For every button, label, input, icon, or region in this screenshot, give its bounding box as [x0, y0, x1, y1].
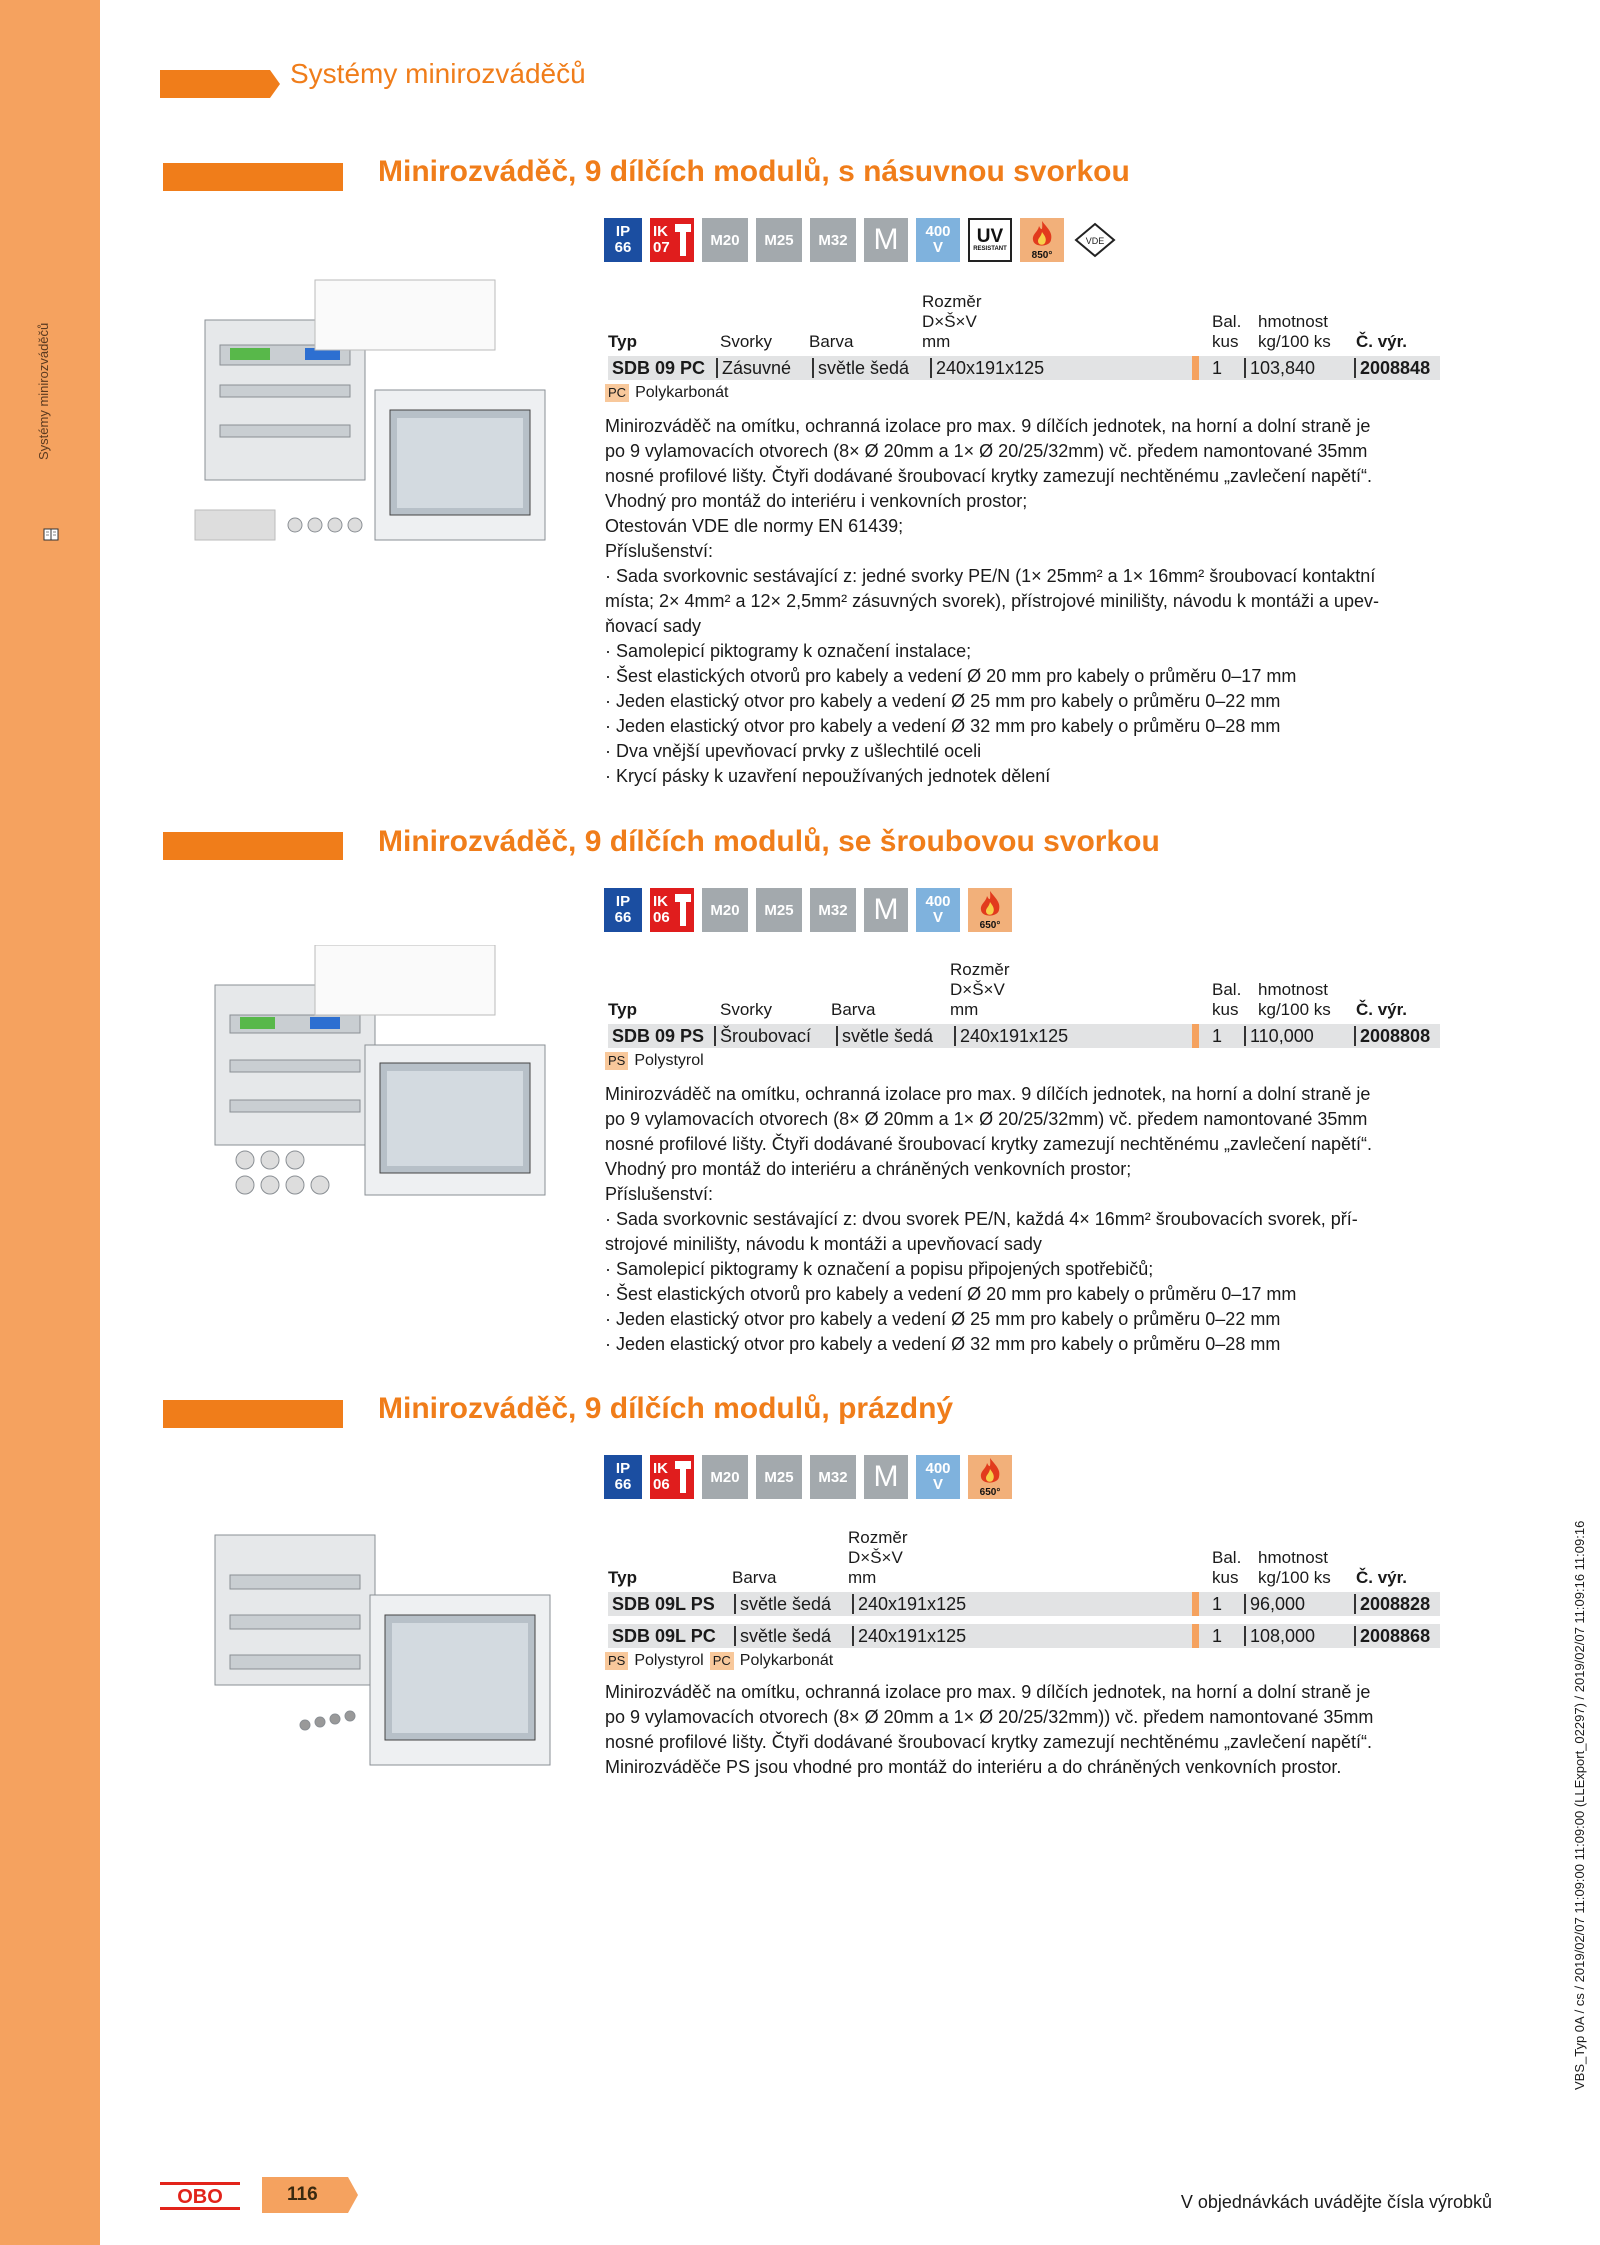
- m32-badge: M32: [810, 1455, 856, 1499]
- cell-hmotnost: 110,000: [1244, 1026, 1314, 1046]
- badge-row: [604, 1455, 1012, 1499]
- col-svorky: Svorky: [720, 1000, 772, 1019]
- sidebar-label: Systémy minirozváděčů: [36, 322, 51, 460]
- material-tag: PC: [605, 384, 629, 402]
- m20-badge: M20: [702, 888, 748, 932]
- product-image-sdb09l: [185, 1515, 575, 1805]
- cell-bal: 1: [1212, 358, 1223, 378]
- m20-badge: M20: [702, 218, 748, 262]
- ik07-badge: IK 07: [650, 218, 694, 262]
- col-typ: Typ: [608, 332, 637, 351]
- flame-icon: [977, 890, 1003, 920]
- badge-row: [604, 888, 1012, 932]
- m32-badge: M32: [810, 218, 856, 262]
- cell-rozmer: 240x191x125: [852, 1626, 966, 1646]
- col-hmotnost: hmotnost: [1258, 312, 1328, 331]
- cell-barva: světle šedá: [734, 1594, 831, 1614]
- cell-hmotnost: 103,840: [1244, 358, 1315, 378]
- cell-hmotnost: 96,000: [1244, 1594, 1305, 1614]
- col-cislo: Č. výr.: [1356, 332, 1408, 351]
- product-table: [608, 948, 1440, 1048]
- fire-650-badge: 650°: [968, 1455, 1012, 1499]
- left-margin-strip: [0, 0, 100, 2245]
- flame-icon: [977, 1457, 1003, 1487]
- col-barva: Barva: [831, 1000, 876, 1019]
- cell-bal: 1: [1212, 1626, 1223, 1646]
- table-row: [608, 1592, 1440, 1616]
- material-name: Polystyrol: [634, 1652, 704, 1669]
- material-name: Polystyrol: [634, 1052, 704, 1069]
- ik06-badge: IK 06: [650, 888, 694, 932]
- row-separator: [1192, 1024, 1199, 1048]
- cell-cislo: 2008848: [1354, 358, 1430, 378]
- table-row: [608, 356, 1440, 380]
- cell-cislo: 2008868: [1354, 1626, 1430, 1646]
- cell-svorky: Šroubovací: [714, 1026, 811, 1046]
- obo-logo: [160, 2182, 240, 2210]
- header-tab-shape: [160, 70, 280, 98]
- col-barva: Barva: [732, 1568, 777, 1587]
- col-rozmer-dims: D×Š×V: [922, 312, 977, 331]
- voltage-400v-badge: 400 V: [916, 218, 960, 262]
- m-metric-badge: M: [864, 218, 908, 262]
- material-tag: PS: [605, 1652, 628, 1670]
- hammer-icon: [675, 1459, 691, 1495]
- col-hmotnost-unit: kg/100 ks: [1258, 1568, 1331, 1587]
- section-bar: [163, 163, 343, 191]
- table-header: [608, 1516, 1440, 1588]
- cell-cislo: 2008808: [1354, 1026, 1430, 1046]
- cell-typ: SDB 09L PS: [612, 1594, 715, 1614]
- page-header-title: Systémy minirozváděčů: [290, 58, 586, 89]
- section-title: Minirozváděč, 9 dílčích modulů, se šroubovou svorkou: [378, 825, 1160, 858]
- cell-typ: SDB 09 PS: [612, 1026, 705, 1046]
- m-metric-badge: M: [864, 888, 908, 932]
- col-bal: Bal.: [1212, 980, 1242, 999]
- product-description: Minirozváděč na omítku, ochranná izolace pro max. 9 dílčích jednotek, na horní a dolní straně je po 9 vylamovacích otvorech (8× Ø 20mm a 1× Ø 20/25/32mm)) vč. předem namontované 35mm nosné profilové lišty. Čtyři dodávané šroubovací krytky zamezují nechtěnému „zavlečení napětí“. Minirozváděče PS jsou vhodné pro montáž do interiéru a do chráněných venkovních prostor.: [605, 1682, 1374, 1777]
- voltage-400v-badge: 400 V: [916, 888, 960, 932]
- row-separator: [1192, 1624, 1199, 1648]
- col-bal: Bal.: [1212, 1548, 1242, 1567]
- ik06-badge: IK 06: [650, 1455, 694, 1499]
- cell-hmotnost: 108,000: [1244, 1626, 1315, 1646]
- col-svorky: Svorky: [720, 332, 772, 351]
- col-hmotnost: hmotnost: [1258, 980, 1328, 999]
- hammer-icon: [675, 892, 691, 928]
- footer-note: V objednávkách uvádějte čísla výrobků: [1180, 2192, 1492, 2212]
- cell-cislo: 2008828: [1354, 1594, 1430, 1614]
- m25-badge: M25: [756, 1455, 802, 1499]
- col-rozmer-unit: mm: [848, 1568, 877, 1587]
- col-hmotnost: hmotnost: [1258, 1548, 1328, 1567]
- table-header: [608, 280, 1440, 352]
- col-rozmer-unit: mm: [922, 332, 951, 351]
- hammer-icon: [675, 222, 691, 258]
- product-table: [608, 280, 1440, 380]
- col-rozmer: Rozměr: [922, 292, 982, 311]
- cell-typ: SDB 09 PC: [612, 358, 706, 378]
- product-table: [608, 1516, 1440, 1648]
- col-rozmer: Rozměr: [848, 1528, 908, 1547]
- uv-resistant-badge: UV RESISTANT: [968, 218, 1012, 262]
- fire-850-badge: 850°: [1020, 218, 1064, 262]
- svg-text:OBO: OBO: [177, 2186, 223, 2208]
- table-header: [608, 948, 1440, 1020]
- section-bar: [163, 832, 343, 860]
- m-metric-badge: M: [864, 1455, 908, 1499]
- vde-mark-icon: [1072, 218, 1118, 262]
- ip66-badge: IP 66: [604, 888, 642, 932]
- section-bar: [163, 1400, 343, 1428]
- cell-barva: světle šedá: [734, 1626, 831, 1646]
- table-row: [608, 1024, 1440, 1048]
- cell-rozmer: 240x191x125: [954, 1026, 1068, 1046]
- flame-icon: [1029, 220, 1055, 250]
- material-tag: PC: [710, 1652, 734, 1670]
- cell-barva: světle šedá: [836, 1026, 933, 1046]
- col-rozmer: Rozměr: [950, 960, 1010, 979]
- row-separator: [1192, 1592, 1199, 1616]
- fire-650-badge: 650°: [968, 888, 1012, 932]
- book-icon: [43, 527, 59, 541]
- col-bal-unit: kus: [1212, 1000, 1239, 1019]
- product-description: Minirozváděč na omítku, ochranná izolace pro max. 9 dílčích jednotek, na horní a dolní straně je po 9 vylamovacích otvorech (8× Ø 20mm a 1× Ø 20/25/32mm) vč. předem namontované 35mm nosné profilové lišty. Čtyři dodávané šroubovací krytky zamezují nechtěnému „zavlečení napětí“. Vhodný pro montáž do interiéru a chráněných venkovních prostor; Příslušenství: · Sada svorkovnic sestávající z: dvou svorek PE/N, každá 4× 16mm² šroubovacích svorek, pří- strojové minilišty, návodu k montáži a upevňovací sady · Samolepicí piktogramy k označení a popisu připojených spotřebičů; · Šest elastických otvorů pro kabely a vedení Ø 20 mm pro kabely o průměru 0–17 mm · Jeden elastický otvor pro kabely a vedení Ø 25 mm pro kabely o průměru 0–22 mm · Jeden elastický otvor pro kabely a vedení Ø 32 mm pro kabely o průměru 0–28 mm: [605, 1084, 1373, 1354]
- col-barva: Barva: [809, 332, 854, 351]
- m25-badge: M25: [756, 888, 802, 932]
- voltage-400v-badge: 400 V: [916, 1455, 960, 1499]
- ip66-badge: IP 66: [604, 1455, 642, 1499]
- col-bal-unit: kus: [1212, 1568, 1239, 1587]
- svg-text:VDE: VDE: [1085, 236, 1105, 246]
- section-title: Minirozváděč, 9 dílčích modulů, s násuvnou svorkou: [378, 155, 1130, 188]
- col-rozmer-dims: D×Š×V: [950, 980, 1005, 999]
- material-legend: [605, 1052, 704, 1070]
- row-separator: [1192, 356, 1199, 380]
- product-image-sdb09pc: [185, 270, 575, 560]
- ip66-badge: IP 66: [604, 218, 642, 262]
- col-rozmer-unit: mm: [950, 1000, 979, 1019]
- print-metadata: VBS_Typ 0A / cs / 2019/02/07 11:09:00 11:09:00 (LLExport_02297) / 2019/02/07 11:09:16 11:09:16: [1572, 1520, 1587, 2090]
- col-bal: Bal.: [1212, 312, 1242, 331]
- cell-typ: SDB 09L PC: [612, 1626, 716, 1646]
- cell-bal: 1: [1212, 1026, 1223, 1046]
- col-hmotnost-unit: kg/100 ks: [1258, 332, 1331, 351]
- badge-row: [604, 218, 1118, 262]
- material-tag: PS: [605, 1052, 628, 1070]
- m20-badge: M20: [702, 1455, 748, 1499]
- col-typ: Typ: [608, 1000, 637, 1019]
- cell-barva: světle šedá: [812, 358, 909, 378]
- cell-svorky: Zásuvné: [716, 358, 791, 378]
- col-typ: Typ: [608, 1568, 637, 1587]
- col-cislo: Č. výr.: [1356, 1000, 1408, 1019]
- product-image-sdb09ps: [185, 945, 575, 1235]
- cell-bal: 1: [1212, 1594, 1223, 1614]
- page-number: 116: [287, 2184, 318, 2205]
- table-row: [608, 1624, 1440, 1648]
- col-bal-unit: kus: [1212, 332, 1239, 351]
- cell-rozmer: 240x191x125: [852, 1594, 966, 1614]
- col-rozmer-dims: D×Š×V: [848, 1548, 903, 1567]
- product-description: Minirozváděč na omítku, ochranná izolace pro max. 9 dílčích jednotek, na horní a dolní straně je po 9 vylamovacích otvorech (8× Ø 20mm a 1× Ø 20/25/32mm) vč. předem namontované 35mm nosné profilové lišty. Čtyři dodávané šroubovací krytky zamezují nechtěnému „zavlečení napětí“. Vhodný pro montáž do interiéru i venkovních prostor; Otestován VDE dle normy EN 61439; Příslušenství: · Sada svorkovnic sestávající z: jedné svorky PE/N (1× 25mm² a 1× 16mm² šroubovací kontaktní místa; 2× 4mm² a 12× 2,5mm² zásuvných svorek), přístrojové minilišty, návodu k montáži a upev- ňovací sady · Samolepicí piktogramy k označení instalace; · Šest elastických otvorů pro kabely a vedení Ø 20 mm pro kabely o průměru 0–17 mm · Jeden elastický otvor pro kabely a vedení Ø 25 mm pro kabely o průměru 0–22 mm · Jeden elastický otvor pro kabely a vedení Ø 32 mm pro kabely o průměru 0–28 mm · Dva vnější upevňovací prvky z ušlechtilé oceli · Krycí pásky k uzavření nepoužívaných jednotek dělení: [605, 416, 1379, 786]
- m32-badge: M32: [810, 888, 856, 932]
- material-name: Polykarbonát: [739, 1652, 834, 1669]
- material-legend: [605, 1652, 833, 1670]
- material-name: Polykarbonát: [635, 384, 729, 401]
- col-cislo: Č. výr.: [1356, 1568, 1408, 1587]
- m25-badge: M25: [756, 218, 802, 262]
- cell-rozmer: 240x191x125: [930, 358, 1044, 378]
- material-legend: [605, 384, 728, 402]
- section-title: Minirozváděč, 9 dílčích modulů, prázdný: [378, 1392, 954, 1425]
- col-hmotnost-unit: kg/100 ks: [1258, 1000, 1331, 1019]
